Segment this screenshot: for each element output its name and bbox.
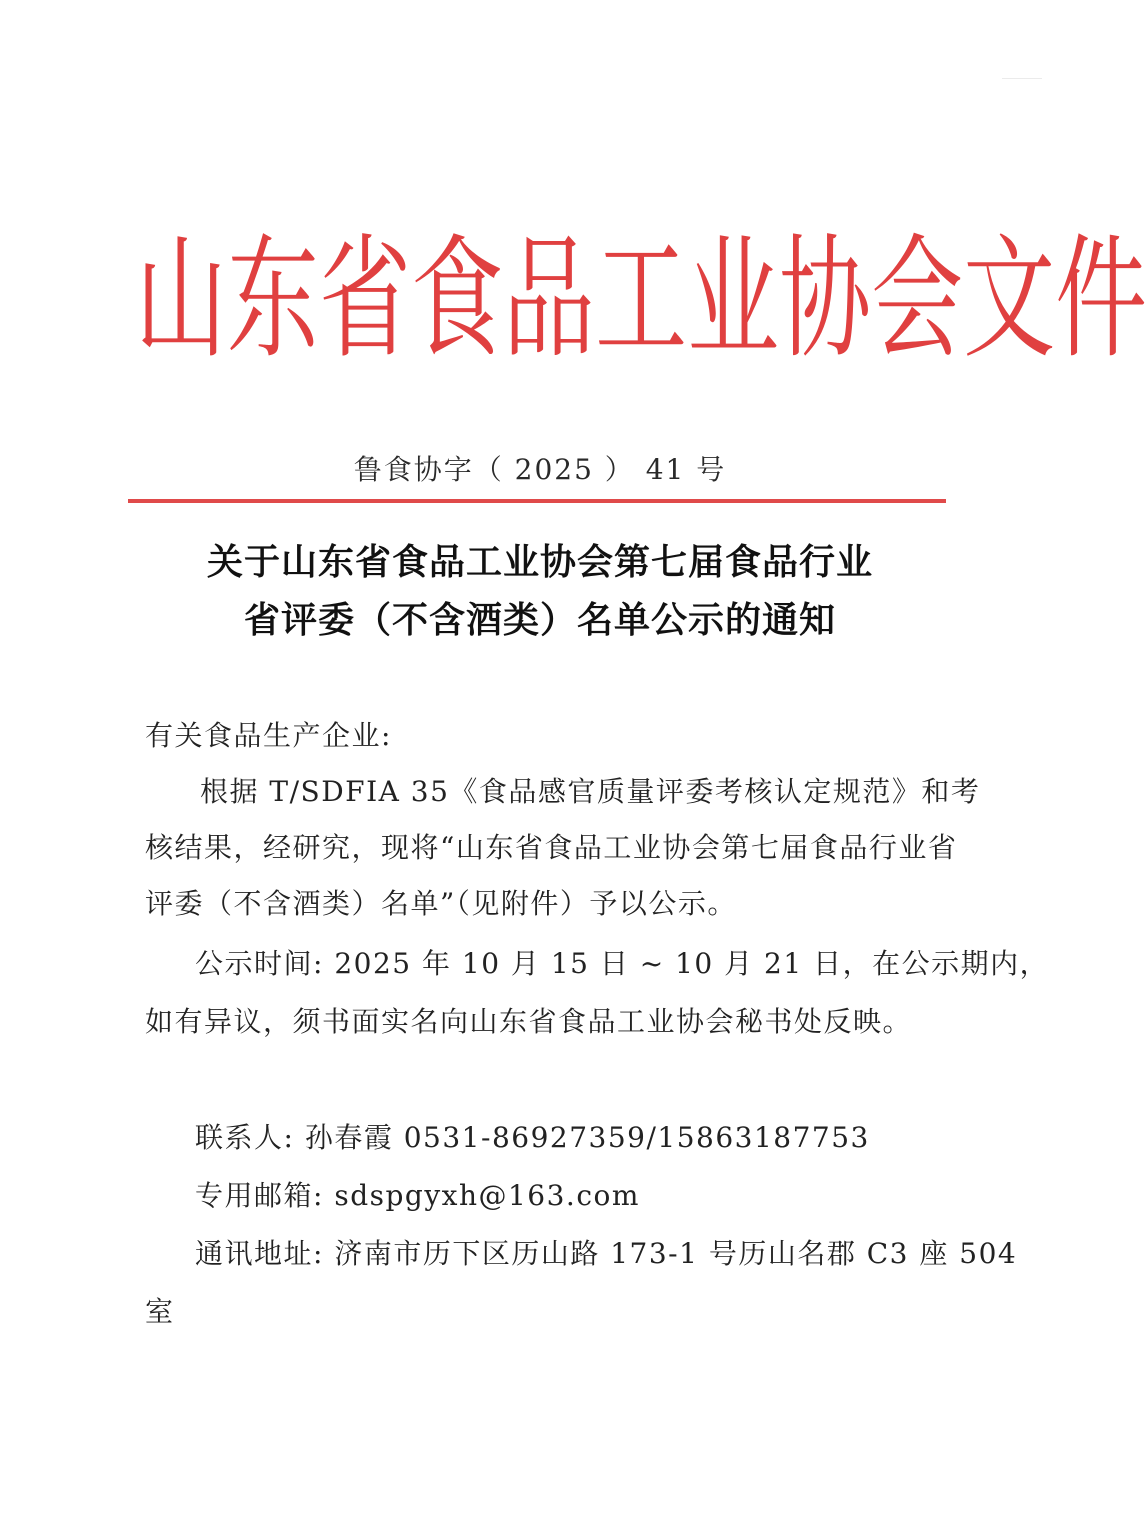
header-char: 件 [1055, 221, 1147, 377]
contact-email: 专用邮箱: sdspgyxh@163.com [195, 1179, 640, 1212]
contact-address-line-2: 室 [145, 1295, 175, 1328]
org-header-title [135, 221, 1147, 377]
paragraph-1-line-2: 核结果，经研究，现将“山东省食品工业协会第七届食品行业省 [145, 831, 958, 864]
notice-title-line-2: 省评委（不含酒类）名单公示的通知 [243, 600, 836, 641]
red-divider-line [128, 499, 946, 503]
header-char: 省 [319, 221, 412, 377]
header-char: 会 [871, 221, 964, 377]
header-char: 业 [687, 221, 780, 377]
header-char: 东 [227, 221, 320, 377]
paragraph-1-line-3: 评委（不含酒类）名单”（见附件）予以公示。 [145, 887, 737, 920]
header-char: 品 [503, 221, 596, 377]
salutation: 有关食品生产企业: [145, 719, 392, 752]
paragraph-2-line-2: 如有异议，须书面实名向山东省食品工业协会秘书处反映。 [145, 1005, 913, 1038]
scan-mark [1002, 78, 1042, 99]
contact-person: 联系人: 孙春霞 0531-86927359/15863187753 [195, 1121, 870, 1154]
header-char: 文 [963, 221, 1056, 377]
paragraph-1-line-1: 根据 T/SDFIA 35《食品感官质量评委考核认定规范》和考 [200, 775, 981, 808]
paragraph-2-line-1: 公示时间: 2025 年 10 月 15 日 ~ 10 月 21 日，在公示期内， [195, 947, 1050, 980]
header-char: 山 [135, 221, 228, 377]
notice-title-line-1: 关于山东省食品工业协会第七届食品行业 [206, 542, 873, 583]
contact-address-line-1: 通讯地址: 济南市历下区历山路 173-1 号历山名郡 C3 座 504 [195, 1237, 1018, 1270]
header-char: 工 [595, 221, 688, 377]
header-char: 食 [411, 221, 504, 377]
document-number: 鲁食协字（ 2025 ） 41 号 [353, 453, 727, 486]
header-char: 协 [779, 221, 872, 377]
